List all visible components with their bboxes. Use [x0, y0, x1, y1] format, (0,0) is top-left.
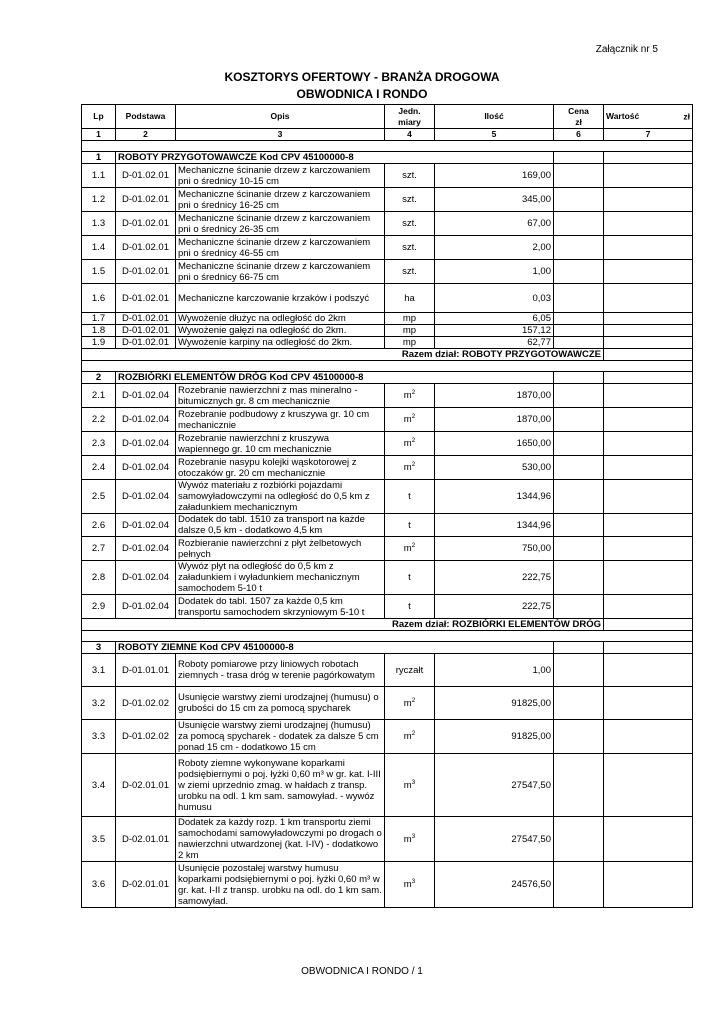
- item-description: Dodatek do tabl. 1510 za transport na każde dalsze 0,5 km - dodatkowo 4,5 km: [176, 514, 385, 537]
- header-lp: Lp: [82, 105, 116, 129]
- item-description: Roboty pomiarowe przy liniowych robotach ziemnych - trasa dróg w terenie pagórkowatym: [176, 654, 385, 687]
- item-number: 3.4: [82, 754, 116, 817]
- item-price-input[interactable]: [554, 514, 604, 537]
- header-row: [82, 105, 693, 129]
- item-basis: D-01.02.01: [116, 236, 176, 260]
- item-unit: [385, 284, 435, 313]
- item-number: 2.4: [82, 456, 116, 480]
- item-description: Wywóz materiału z rozbiórki pojazdami samowyładowczymi na odległość do 0,5 km z załadunkiem mechanicznym: [176, 480, 385, 514]
- item-price-input[interactable]: [554, 212, 604, 236]
- item-unit: [385, 236, 435, 260]
- item-price-input[interactable]: [554, 384, 604, 408]
- header-cena: [554, 105, 604, 129]
- item-unit-text: mp: [402, 313, 417, 324]
- item-unit: [385, 817, 435, 862]
- item-basis: D-01.02.01: [116, 164, 176, 188]
- table-row: [82, 514, 693, 537]
- section-number: 1: [82, 152, 116, 164]
- item-unit-text: szt.: [402, 170, 417, 181]
- item-description: Rozbieranie nawierzchni z płyt żelbetowych pełnych: [176, 537, 385, 561]
- item-value-input[interactable]: [604, 212, 693, 236]
- item-unit-text: szt.: [402, 194, 417, 205]
- item-unit: [385, 384, 435, 408]
- page-footer: OBWODNICA I RONDO / 1: [301, 966, 423, 977]
- item-value-input[interactable]: [604, 817, 693, 862]
- item-unit: [385, 456, 435, 480]
- item-quantity: 1650,00: [435, 432, 554, 456]
- item-number: 1.2: [82, 188, 116, 212]
- item-description: Wywożenie dłużyc na odległość do 2km: [176, 313, 385, 325]
- item-value-input[interactable]: [604, 408, 693, 432]
- item-value-input[interactable]: [604, 480, 693, 514]
- item-price-input[interactable]: [554, 561, 604, 595]
- table-row: [82, 720, 693, 754]
- item-basis: D-01.02.02: [116, 687, 176, 720]
- item-number: 3.2: [82, 687, 116, 720]
- table-row: [82, 337, 693, 349]
- item-unit-text: m: [403, 879, 412, 890]
- item-quantity: 750,00: [435, 537, 554, 561]
- item-unit: [385, 561, 435, 595]
- item-price-input[interactable]: [554, 408, 604, 432]
- annex-label: Załącznik nr 5: [595, 44, 658, 55]
- section-header-row: [82, 642, 693, 654]
- item-unit-text: m: [403, 438, 412, 449]
- item-description: Usunięcie warstwy ziemi urodzajnej (humusu) o grubości do 15 cm za pomocą spycharek: [176, 687, 385, 720]
- colnum: 5: [435, 129, 554, 141]
- header-wartosc-zl: zł: [683, 111, 690, 121]
- item-unit: [385, 313, 435, 325]
- section-cena: [554, 152, 604, 164]
- section-wartosc: [604, 642, 693, 654]
- header-cena-zl: zł: [575, 116, 582, 127]
- item-quantity: 27547,50: [435, 754, 554, 817]
- item-description: Mechaniczne ścinanie drzew z karczowaniem pni o średnicy 16-25 cm: [176, 188, 385, 212]
- item-quantity: 24576,50: [435, 862, 554, 908]
- section-header-row: [82, 152, 693, 164]
- table-row: [82, 260, 693, 284]
- document-subtitle: OBWODNICA I RONDO: [296, 87, 428, 101]
- item-unit-text: szt.: [402, 266, 417, 277]
- item-basis: D-01.02.04: [116, 480, 176, 514]
- item-unit-text: m: [403, 414, 412, 425]
- item-description: Dodatek za każdy rozp. 1 km transportu ziemi samochodami samowyładowczymi po drogach o nawierzchni utwardzonej (kat. I-IV) - dodatkowo 2 km: [176, 817, 385, 862]
- item-price-input[interactable]: [554, 325, 604, 337]
- header-jednostka: [385, 105, 435, 129]
- item-unit: [385, 408, 435, 432]
- item-unit: [385, 260, 435, 284]
- item-value-input[interactable]: [604, 284, 693, 313]
- section-title: ROBOTY ZIEMNE Kod CPV 45100000-8: [116, 642, 554, 654]
- colnum: 1: [82, 129, 116, 141]
- item-unit-exponent: 2: [411, 696, 416, 704]
- item-unit: [385, 188, 435, 212]
- section-summary-value[interactable]: [604, 349, 693, 361]
- item-unit-text: szt.: [402, 242, 417, 253]
- item-unit-exponent: 3: [411, 778, 416, 786]
- item-unit-exponent: 3: [411, 832, 416, 840]
- blank-cell: [82, 631, 693, 642]
- colnum: 7: [604, 129, 693, 141]
- item-basis: D-02.01.01: [116, 754, 176, 817]
- section-title: ROZBIÓRKI ELEMENTÓW DRÓG Kod CPV 45100000-8: [116, 372, 554, 384]
- item-number: 2.8: [82, 561, 116, 595]
- item-unit-text: m: [403, 462, 412, 473]
- item-quantity: 1344,96: [435, 480, 554, 514]
- table-row: [82, 595, 693, 619]
- item-price-input[interactable]: [554, 313, 604, 325]
- item-unit-text: ha: [404, 292, 415, 304]
- item-basis: D-01.02.01: [116, 188, 176, 212]
- item-price-input[interactable]: [554, 754, 604, 817]
- item-price-input[interactable]: [554, 432, 604, 456]
- item-quantity: 345,00: [435, 188, 554, 212]
- item-unit: [385, 164, 435, 188]
- section-wartosc: [604, 372, 693, 384]
- item-price-input[interactable]: [554, 284, 604, 313]
- item-price-input[interactable]: [554, 862, 604, 908]
- item-number: 1.7: [82, 313, 116, 325]
- item-number: 2.3: [82, 432, 116, 456]
- item-value-input[interactable]: [604, 754, 693, 817]
- table-row: [82, 654, 693, 687]
- blank-row: [82, 631, 693, 642]
- item-unit-text: m: [403, 779, 412, 791]
- column-number-row: [82, 129, 693, 141]
- section-summary-label: Razem dział: ROBOTY PRZYGOTOWAWCZE: [82, 349, 604, 361]
- item-number: 1.5: [82, 260, 116, 284]
- item-unit: [385, 432, 435, 456]
- item-price-input[interactable]: [554, 236, 604, 260]
- item-basis: D-01.02.01: [116, 337, 176, 349]
- colnum: 2: [116, 129, 176, 141]
- item-description: Rozebranie nawierzchni z kruszywa wapiennego gr. 10 cm mechanicznie: [176, 432, 385, 456]
- section-wartosc: [604, 152, 693, 164]
- item-value-input[interactable]: [604, 236, 693, 260]
- colnum: 3: [176, 129, 385, 141]
- item-description: Dodatek do tabl. 1507 za każde 0,5 km transportu samochodem skrzyniowym 5-10 t: [176, 595, 385, 619]
- blank-row: [82, 361, 693, 372]
- header-cena-label: Cena: [568, 105, 589, 116]
- item-quantity: 6,05: [435, 313, 554, 325]
- section-summary-row: [82, 619, 693, 631]
- item-unit-text: mp: [402, 325, 417, 336]
- item-description: Mechaniczne karczowanie krzaków i podszyć: [176, 284, 385, 313]
- item-quantity: 169,00: [435, 164, 554, 188]
- item-value-input[interactable]: [604, 325, 693, 337]
- item-basis: D-01.02.04: [116, 456, 176, 480]
- item-price-input[interactable]: [554, 188, 604, 212]
- item-number: 2.2: [82, 408, 116, 432]
- item-price-input[interactable]: [554, 595, 604, 619]
- item-unit-exponent: 2: [411, 388, 416, 396]
- section-summary-value[interactable]: [604, 619, 693, 631]
- table-row: [82, 284, 693, 313]
- item-unit-text: szt.: [402, 218, 417, 229]
- item-unit: [385, 337, 435, 349]
- item-quantity: 67,00: [435, 212, 554, 236]
- item-quantity: 62,77: [435, 337, 554, 349]
- item-quantity: 1,00: [435, 260, 554, 284]
- item-unit-exponent: 3: [411, 877, 416, 885]
- section-cena: [554, 642, 604, 654]
- item-basis: D-01.02.04: [116, 561, 176, 595]
- item-value-input[interactable]: [604, 260, 693, 284]
- item-description: Rozebranie nasypu kolejki wąskotorowej z otoczaków gr. 20 cm mechanicznie: [176, 456, 385, 480]
- item-price-input[interactable]: [554, 337, 604, 349]
- item-unit-text: m: [403, 833, 412, 845]
- item-value-input[interactable]: [604, 687, 693, 720]
- item-description: Mechaniczne ścinanie drzew z karczowaniem pni o średnicy 46-55 cm: [176, 236, 385, 260]
- table-row: [82, 313, 693, 325]
- item-unit-text: t: [408, 491, 411, 502]
- item-unit-text: t: [408, 572, 411, 583]
- item-unit: [385, 862, 435, 908]
- item-price-input[interactable]: [554, 654, 604, 687]
- item-basis: D-01.02.02: [116, 720, 176, 754]
- section-summary-row: [82, 349, 693, 361]
- item-description: Mechaniczne ścinanie drzew z karczowaniem pni o średnicy 10-15 cm: [176, 164, 385, 188]
- item-basis: D-01.02.01: [116, 260, 176, 284]
- item-quantity: 1870,00: [435, 384, 554, 408]
- item-basis: D-01.02.04: [116, 384, 176, 408]
- item-quantity: 530,00: [435, 456, 554, 480]
- table-row: [82, 212, 693, 236]
- item-unit: [385, 212, 435, 236]
- cost-estimate-table: [81, 104, 693, 908]
- item-basis: D-01.02.01: [116, 284, 176, 313]
- header-jedn: Jedn.: [398, 105, 421, 116]
- section-header-row: [82, 372, 693, 384]
- item-unit-text: mp: [402, 337, 417, 348]
- item-price-input[interactable]: [554, 687, 604, 720]
- item-value-input[interactable]: [604, 337, 693, 349]
- item-quantity: 27547,50: [435, 817, 554, 862]
- header-miary: miary: [398, 116, 421, 127]
- item-value-input[interactable]: [604, 164, 693, 188]
- item-description: Wywożenie karpiny na odległość do 2km.: [176, 337, 385, 349]
- section-number: 2: [82, 372, 116, 384]
- header-wartosc: [604, 105, 693, 129]
- item-basis: D-01.02.04: [116, 537, 176, 561]
- table-row: [82, 456, 693, 480]
- item-basis: D-01.02.04: [116, 595, 176, 619]
- item-unit: [385, 687, 435, 720]
- table-row: [82, 817, 693, 862]
- table-row: [82, 862, 693, 908]
- header-ilosc: Ilość: [435, 105, 554, 129]
- item-number: 3.5: [82, 817, 116, 862]
- item-description: Mechaniczne ścinanie drzew z karczowaniem pni o średnicy 26-35 cm: [176, 212, 385, 236]
- item-price-input[interactable]: [554, 537, 604, 561]
- item-unit-text: ryczałt: [395, 664, 424, 676]
- item-unit: [385, 754, 435, 817]
- item-number: 2.9: [82, 595, 116, 619]
- item-basis: D-01.01.01: [116, 654, 176, 687]
- item-unit-text: m: [403, 390, 412, 401]
- item-value-input[interactable]: [604, 720, 693, 754]
- item-value-input[interactable]: [604, 595, 693, 619]
- table-row: [82, 325, 693, 337]
- section-number: 3: [82, 642, 116, 654]
- header-wartosc-label: Wartość: [606, 111, 640, 121]
- item-unit-text: m: [403, 543, 412, 554]
- item-number: 1.6: [82, 284, 116, 313]
- item-price-input[interactable]: [554, 164, 604, 188]
- item-number: 3.1: [82, 654, 116, 687]
- blank-cell: [82, 141, 693, 152]
- item-number: 1.8: [82, 325, 116, 337]
- item-unit: [385, 325, 435, 337]
- item-value-input[interactable]: [604, 432, 693, 456]
- item-quantity: 0,03: [435, 284, 554, 313]
- item-number: 2.7: [82, 537, 116, 561]
- item-basis: D-01.02.04: [116, 514, 176, 537]
- section-summary-label: Razem dział: ROZBIÓRKI ELEMENTÓW DRÓG: [82, 619, 604, 631]
- item-value-input[interactable]: [604, 456, 693, 480]
- item-quantity: 1,00: [435, 654, 554, 687]
- item-description: Wywóz płyt na odległość do 0,5 km z załadunkiem i wyładunkiem mechanicznym samochodem 5-10 t: [176, 561, 385, 595]
- document-title: KOSZTORYS OFERTOWY - BRANŻA DROGOWA: [224, 70, 500, 84]
- item-number: 1.1: [82, 164, 116, 188]
- item-unit-exponent: 2: [411, 436, 416, 444]
- item-unit-exponent: 2: [411, 460, 416, 468]
- section-cena: [554, 372, 604, 384]
- item-price-input[interactable]: [554, 817, 604, 862]
- blank-row: [82, 141, 693, 152]
- item-value-input[interactable]: [604, 384, 693, 408]
- item-description: Mechaniczne ścinanie drzew z karczowaniem pni o średnicy 66-75 cm: [176, 260, 385, 284]
- item-unit-text: m: [403, 731, 412, 742]
- item-quantity: 91825,00: [435, 720, 554, 754]
- table-row: [82, 236, 693, 260]
- table-row: [82, 188, 693, 212]
- item-basis: D-01.02.01: [116, 212, 176, 236]
- table-row: [82, 754, 693, 817]
- item-basis: D-01.02.01: [116, 313, 176, 325]
- item-value-input[interactable]: [604, 537, 693, 561]
- item-unit: [385, 537, 435, 561]
- item-description: Rozebranie podbudowy z kruszywa gr. 10 cm mechanicznie: [176, 408, 385, 432]
- item-value-input[interactable]: [604, 313, 693, 325]
- item-number: 2.1: [82, 384, 116, 408]
- item-quantity: 91825,00: [435, 687, 554, 720]
- colnum: 4: [385, 129, 435, 141]
- item-value-input[interactable]: [604, 561, 693, 595]
- item-unit-text: t: [408, 519, 411, 531]
- item-description: Rozebranie nawierzchni z mas mineralno - bitumicznych gr. 8 cm mechanicznie: [176, 384, 385, 408]
- item-quantity: 1870,00: [435, 408, 554, 432]
- table-row: [82, 537, 693, 561]
- item-basis: D-02.01.01: [116, 862, 176, 908]
- item-description: Usunięcie pozostałej warstwy humusu koparkami podsiębiernymi o poj. łyżki 0,60 m³ w gr. kat. I-II z transp. urobku na odl. do 1 km sam. samowyład.: [176, 862, 385, 908]
- section-title: ROBOTY PRZYGOTOWAWCZE Kod CPV 45100000-8: [116, 152, 554, 164]
- item-price-input[interactable]: [554, 456, 604, 480]
- item-quantity: 1344,96: [435, 514, 554, 537]
- item-basis: D-01.02.01: [116, 325, 176, 337]
- item-unit-text: m: [403, 697, 412, 709]
- item-number: 2.5: [82, 480, 116, 514]
- item-description: Usunięcie warstwy ziemi urodzajnej (humusu) za pomocą spycharek - dodatek za dalsze 5 cm ponad 15 cm - dodatkowo 15 cm: [176, 720, 385, 754]
- item-quantity: 222,75: [435, 595, 554, 619]
- item-basis: D-01.02.04: [116, 408, 176, 432]
- item-unit: [385, 654, 435, 687]
- item-quantity: 222,75: [435, 561, 554, 595]
- item-number: 3.3: [82, 720, 116, 754]
- item-quantity: 157,12: [435, 325, 554, 337]
- item-price-input[interactable]: [554, 480, 604, 514]
- item-basis: D-01.02.04: [116, 432, 176, 456]
- item-number: 1.3: [82, 212, 116, 236]
- table-row: [82, 408, 693, 432]
- item-unit-exponent: 2: [411, 412, 416, 420]
- item-basis: D-02.01.01: [116, 817, 176, 862]
- table-row: [82, 384, 693, 408]
- item-value-input[interactable]: [604, 188, 693, 212]
- item-number: 2.6: [82, 514, 116, 537]
- item-unit: [385, 595, 435, 619]
- table-row: [82, 687, 693, 720]
- item-quantity: 2,00: [435, 236, 554, 260]
- colnum: 6: [554, 129, 604, 141]
- table-row: [82, 164, 693, 188]
- item-number: 1.4: [82, 236, 116, 260]
- table-row: [82, 480, 693, 514]
- header-podstawa: Podstawa: [116, 105, 176, 129]
- item-unit: [385, 514, 435, 537]
- item-number: 3.6: [82, 862, 116, 908]
- table-row: [82, 432, 693, 456]
- table-row: [82, 561, 693, 595]
- item-value-input[interactable]: [604, 654, 693, 687]
- item-description: Roboty ziemne wykonywane koparkami podsiębiernymi o poj. łyżki 0,60 m³ w gr. kat. I-III w ziemi uprzednio zmag. w hałdach z transp. urobku na odl. 1 km sam. samowyład. - wywóz humusu: [176, 754, 385, 817]
- blank-cell: [82, 361, 693, 372]
- item-unit-text: t: [408, 601, 411, 612]
- item-description: Wywożenie gałęzi na odległość do 2km.: [176, 325, 385, 337]
- item-value-input[interactable]: [604, 514, 693, 537]
- header-opis: Opis: [176, 105, 385, 129]
- item-unit-exponent: 2: [411, 541, 416, 549]
- item-unit-exponent: 2: [411, 729, 416, 737]
- item-unit: [385, 480, 435, 514]
- item-price-input[interactable]: [554, 720, 604, 754]
- item-price-input[interactable]: [554, 260, 604, 284]
- item-number: 1.9: [82, 337, 116, 349]
- item-value-input[interactable]: [604, 862, 693, 908]
- item-unit: [385, 720, 435, 754]
